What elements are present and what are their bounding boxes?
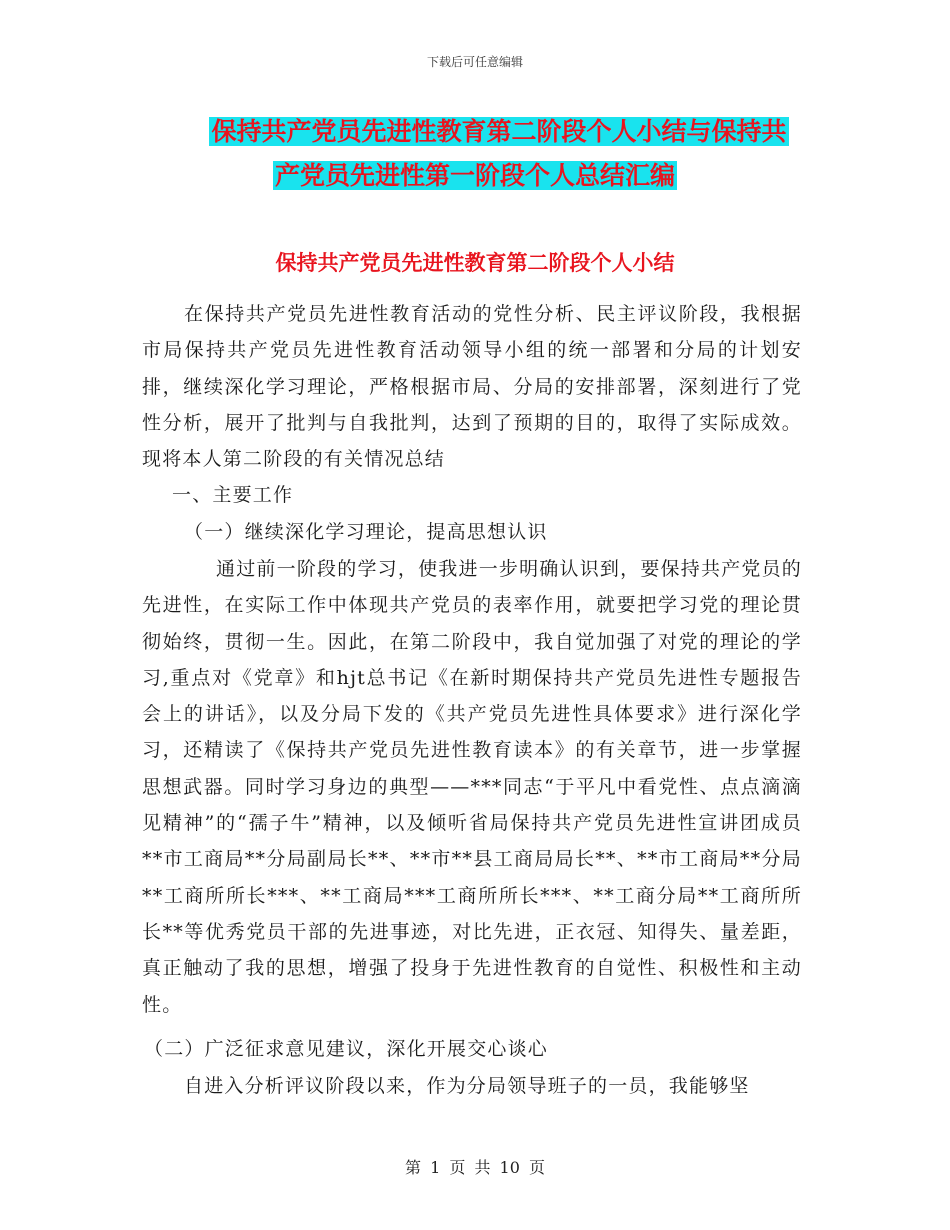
- document-title-line-1: 保持共产党员先进性教育第二阶段个人小结与保持共: [211, 117, 787, 146]
- header-note: 下载后可任意编辑: [426, 55, 523, 69]
- page-footer: 第 1 页 共 10 页: [405, 1158, 545, 1177]
- heading-solicit-opinions: （二）广泛征求意见建议，深化开展交心谈心: [144, 1038, 549, 1060]
- document-title-line-2: 产党员先进性第一阶段个人总结汇编: [274, 161, 675, 190]
- paragraph-study: 通过前一阶段的学习，使我进一步明确认识到，要保持共产党员的先进性，在实际工作中体现共产党员的表率作用，就要把学习党的理论贯彻始终，贯彻一生。因此，在第二阶段中，我自觉加强了对党的理论的学习,重点对《党章》和hjt总书记《在新时期保持共产党员先进性专题报告会上的讲话》，以及分局下发的《共产党员先进性具体要求》进行深化学习，还精读了《保持共产党员先进性教育读本》的有关章节，进一步掌握思想武器。同时学习身边的典型——***同志“于平凡中看党性、点点滴滴见精神”的“孺子牛”精神，以及倾听省局保持共产党员先进性宣讲团成员**市工商局**分局副局长**、**市**县工商局局长**、**市工商局**分局**工商所所长***、**工商局***工商所所长***、**工商分局**工商所所长**等优秀党员干部的先进事迹，对比先进，正衣冠、知得失、量差距，真正触动了我的思想，增强了投身于先进性教育的自觉性、积极性和主动性。: [142, 558, 802, 1016]
- heading-study-theory: （一）继续深化学习理论，提高思想认识: [184, 521, 548, 543]
- section-title: 保持共产党员先进性教育第二阶段个人小结: [275, 251, 675, 275]
- paragraph-intro: 在保持共产党员先进性教育活动的党性分析、民主评议阶段，我根据市局保持共产党员先进性教育活动领导小组的统一部署和分局的计划安排，继续深化学习理论，严格根据市局、分局的安排部署，深刻进行了党性分析，展开了批判与自我批判，达到了预期的目的，取得了实际成效。现将本人第二阶段的有关情况总结: [142, 303, 802, 471]
- paragraph-evaluation: 自进入分析评议阶段以来，作为分局领导班子的一员，我能够坚: [184, 1075, 750, 1097]
- heading-main-work: 一、主要工作: [172, 484, 294, 506]
